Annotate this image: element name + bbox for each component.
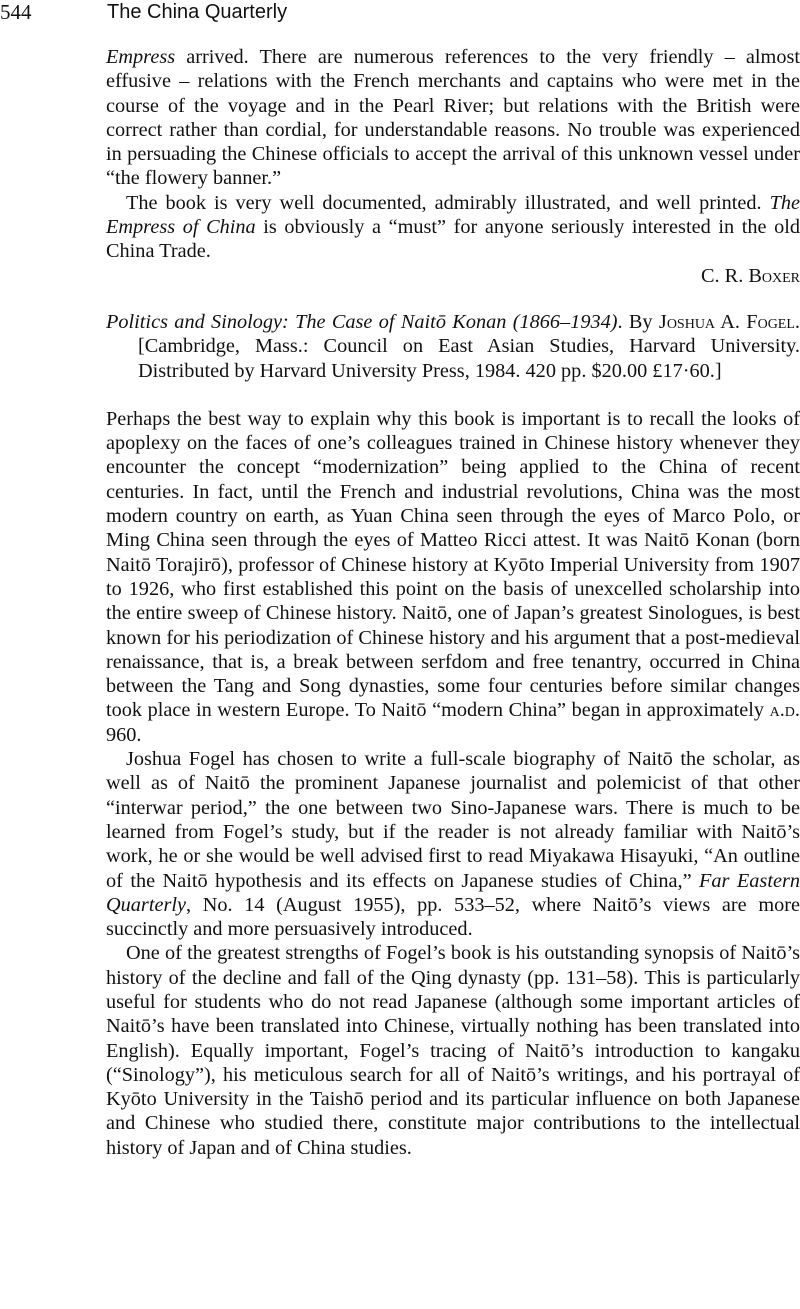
review-paragraph-1: Perhaps the best way to explain why this book is important is to recall the looks of apoplexy on the faces of one’s colleagues trained in Chinese history whenever they encounter the concept “modernization” being applied to the China of recent centuries. In fact, until the French and industrial revolutions, China was the most modern country on earth, as Yuan China seen through the eyes of Marco Polo, or Ming China seen through the eyes of Matteo Ricci attest. It was Naitō Konan (born Naitō Torajirō), professor of Chinese history at Kyōto Imperial University from 1907 to 1926, who first established this point on the basis of unexcelled scholarship into the entire sweep of Chinese history. Naitō, one of Japan’s greatest Sinologues, is best known for his periodization of Chinese history and his argument that a post-medieval renaissance, that is, a break between serfdom and free tenantry, occurred in China between the Tang and Song dynasties, some four centuries before similar changes took place in western Europe. To Naitō “modern China” began in approximately a.d. 960. (106, 407, 800, 746)
era-abbreviation: a.d. (769, 699, 800, 722)
book-citation: Politics and Sinology: The Case of Naitō Konan (1866–1934). By Joshua A. Fogel. [Cambridge, Mass.: Council on East Asian Studies, Harvard University. Distributed by Harvard University Press, 1984. 420 pp. $20.00 £17·60.] (106, 310, 800, 382)
review-body (106, 407, 800, 1160)
journal-title: The China Quarterly (107, 1, 288, 23)
review-paragraph-3: One of the greatest strengths of Fogel’s book is his outstanding synopsis of Naitō’s history of the decline and fall of the Qing dynasty (pp. 131–58). This is particularly useful for students who do not read Japanese (although some important articles of Naitō’s have been translated into Chinese, virtually nothing has been translated into English). Equally important, Fogel’s tracing of Naitō’s introduction to kangaku (“Sinology”), his meticulous search for all of Naitō’s writings, and his portrayal of Kyōto University in the Taishō period and its particular influence on both Japanese and Chinese who studied there, constitute major contributions to the intellectual history of Japan and of China studies. (106, 942, 800, 1159)
book-author: Joshua A. Fogel (658, 310, 795, 333)
reviewer-surname: Boxer (748, 264, 800, 287)
ship-name: Empress (106, 46, 176, 68)
journal-name-italic: Far Eastern Quarterly (106, 869, 800, 916)
prev-review-paragraph-1: Empress arrived. There are numerous references to the very friendly – almost effusive – relations with the French merchants and captains who were met in the course of the voyage and in the Pearl River; but relations with the British were correct rather than cordial, for understandable reasons. No trouble was experienced in persuading the Chinese officials to accept the arrival of this unknown vessel under “the flowery banner.” (106, 46, 800, 190)
book-title: Politics and Sinology: The Case of Naitō Konan (1866–1934) (106, 310, 618, 333)
review-paragraph-2: Joshua Fogel has chosen to write a full-scale biography of Naitō the scholar, as well as of Naitō the prominent Japanese journalist and polemicist of that other “interwar period,” the one between two Sino-Japanese wars. There is much to be learned from Fogel’s study, but if the reader is not already familiar with Naitō’s work, he or she would be well advised first to read Miyakawa Hisayuki, “An outline of the Naitō hypothesis and its effects on Japanese studies of China,” Far Eastern Quarterly, No. 14 (August 1955), pp. 533–52, where Naitō’s views are more succinctly and more persuasively introduced. (106, 748, 800, 941)
page-number: 544 (0, 0, 32, 24)
prev-review-paragraph-2: The book is very well documented, admirably illustrated, and well printed. The Empress of China is obviously a “must” for anyone seriously interested in the old China Trade. (106, 191, 800, 263)
reviewer-signature: C. R. Boxer (701, 264, 800, 287)
publication-details: . [Cambridge, Mass.: Council on East Asian Studies, Harvard University. Distributed by Harvard University Press, 1984. 420 pp. $20.00 £17·60.] (138, 310, 800, 382)
book-title-italic: The Empress of China (106, 191, 800, 239)
text-block (106, 45, 800, 1160)
